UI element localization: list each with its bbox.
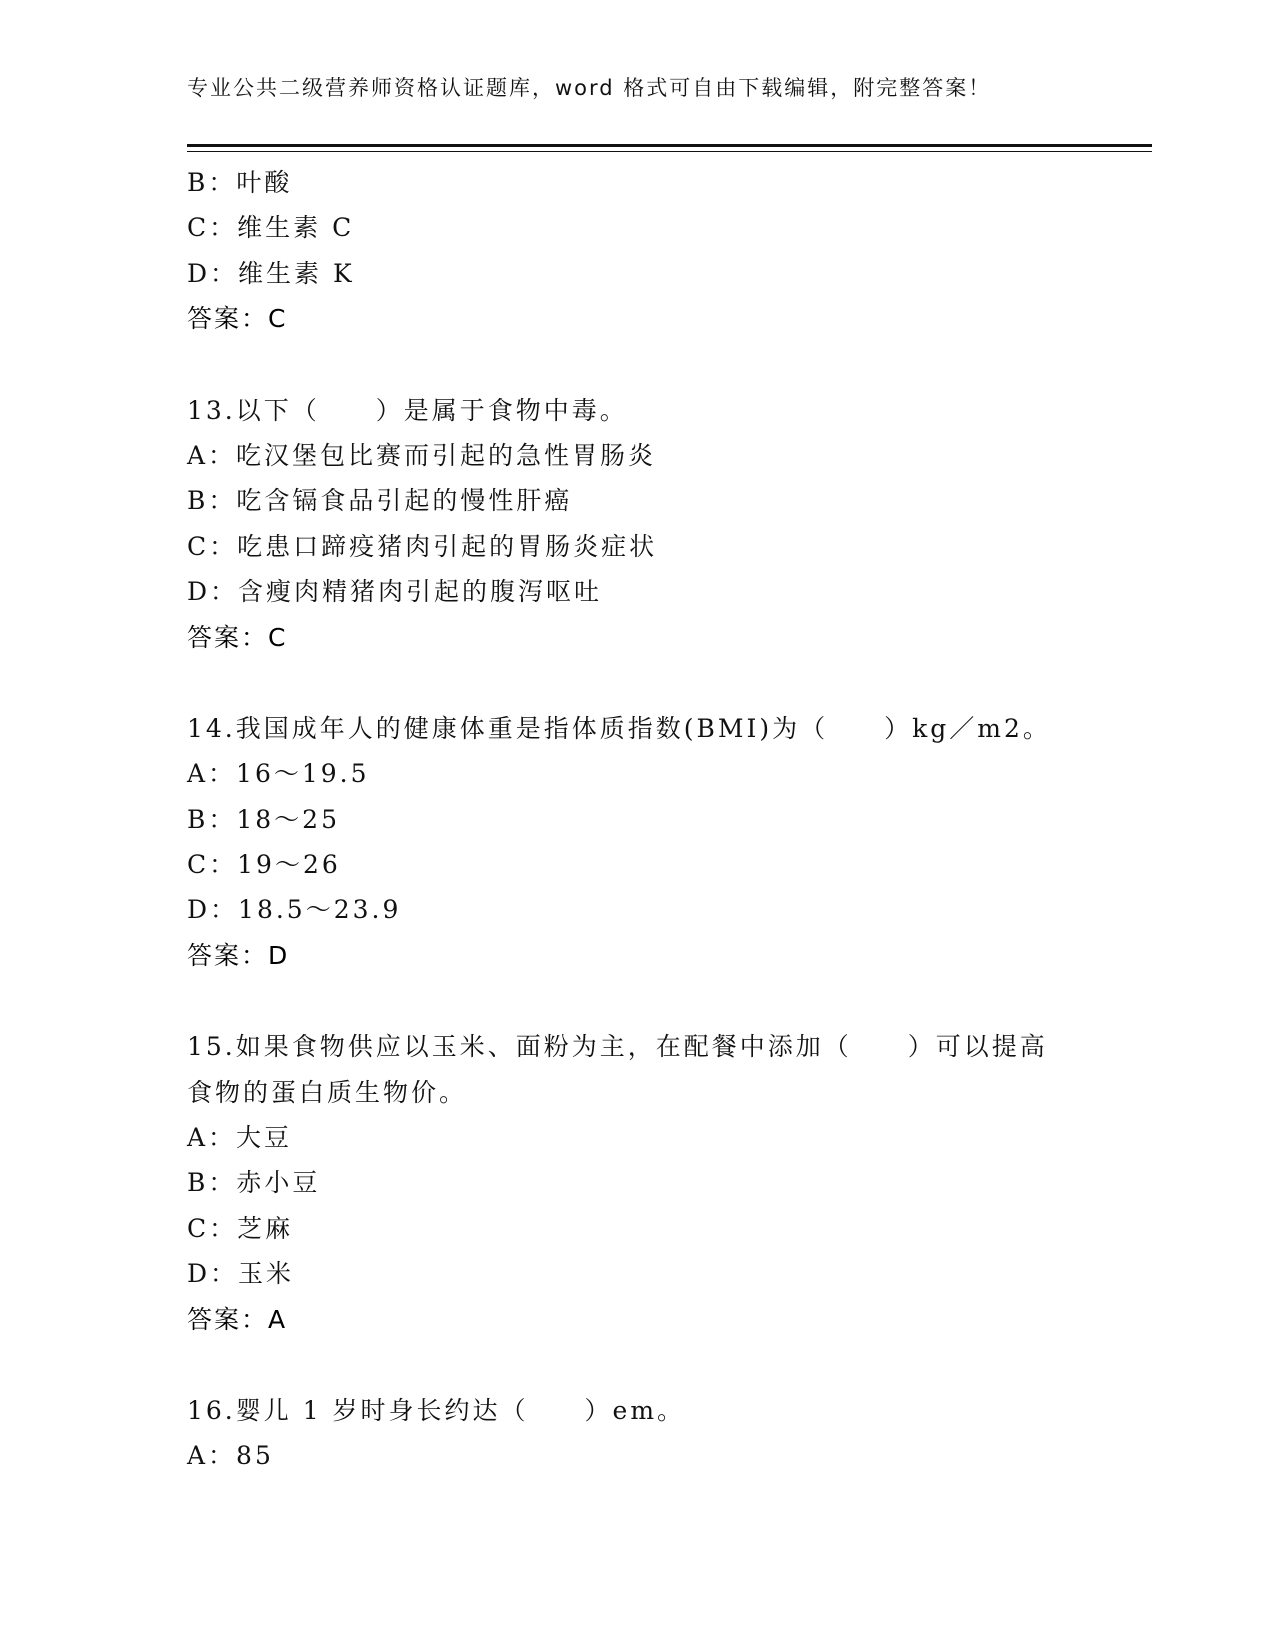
question-13 bbox=[187, 388, 1152, 660]
option-c: C：维生素 C bbox=[187, 213, 355, 243]
option-a: A：吃汉堡包比赛而引起的急性胃肠炎 bbox=[187, 440, 657, 470]
option-d: D：玉米 bbox=[187, 1259, 295, 1289]
option-d: D：含瘦肉精猪肉引起的腹泻呕吐 bbox=[187, 577, 603, 607]
answer-line: 答案：A bbox=[187, 1304, 288, 1334]
question-14 bbox=[187, 706, 1152, 978]
option-a: A：16～19.5 bbox=[187, 759, 370, 789]
option-a: A：大豆 bbox=[187, 1123, 293, 1153]
option-a: A：85 bbox=[187, 1441, 274, 1471]
question-stem: 16.婴儿 1 岁时身长约达（ ）em。 bbox=[187, 1395, 686, 1425]
option-b: B：叶酸 bbox=[187, 168, 293, 197]
question-stem: 14.我国成年人的健康体重是指体质指数(BMI)为（ ）kg／m2。 bbox=[187, 713, 1051, 743]
question-content bbox=[187, 160, 1152, 1479]
answer-line: 答案：D bbox=[187, 940, 290, 970]
option-c: C：19～26 bbox=[187, 850, 341, 880]
carryover-block bbox=[187, 160, 1152, 342]
question-stem-line-1: 15.如果食物供应以玉米、面粉为主，在配餐中添加（ ）可以提高 bbox=[187, 1032, 1048, 1062]
option-c: C：吃患口蹄疫猪肉引起的胃肠炎症状 bbox=[187, 531, 658, 561]
option-d: D：维生素 K bbox=[187, 258, 355, 288]
header-rule-thin bbox=[187, 151, 1152, 152]
question-stem: 13.以下（ ）是属于食物中毒。 bbox=[187, 395, 628, 425]
question-15 bbox=[187, 1024, 1152, 1342]
answer-line: 答案：C bbox=[187, 304, 288, 334]
question-stem-line-2: 食物的蛋白质生物价。 bbox=[187, 1077, 468, 1107]
option-b: B：吃含镉食品引起的慢性肝癌 bbox=[187, 486, 573, 516]
question-16 bbox=[187, 1388, 1152, 1479]
answer-line: 答案：C bbox=[187, 622, 288, 652]
header-rule-thick bbox=[187, 144, 1152, 147]
option-c: C：芝麻 bbox=[187, 1213, 294, 1243]
option-b: B：赤小豆 bbox=[187, 1168, 321, 1198]
option-b: B：18～25 bbox=[187, 804, 340, 834]
page-header: 专业公共二级营养师资格认证题库，word 格式可自由下载编辑，附完整答案！ bbox=[187, 76, 992, 100]
option-d: D：18.5～23.9 bbox=[187, 895, 402, 925]
